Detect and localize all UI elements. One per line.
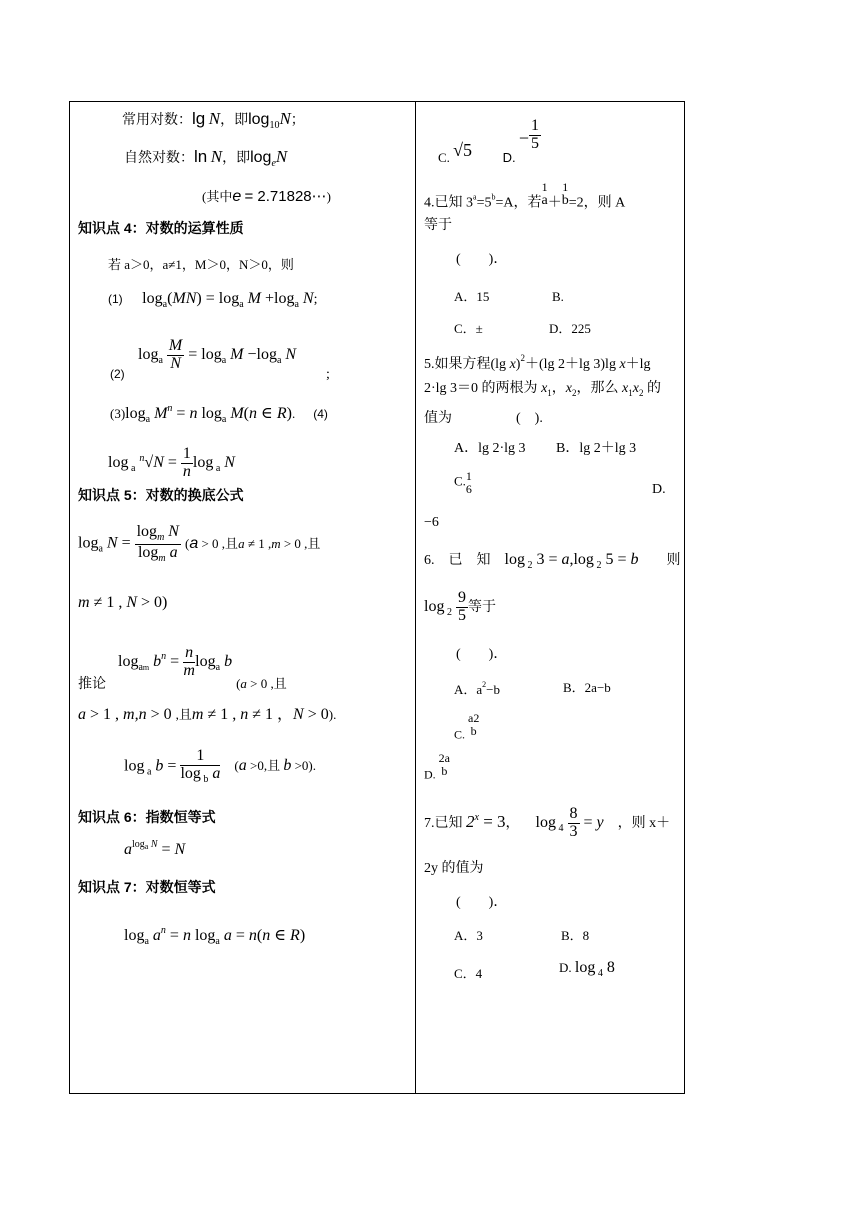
kp4-condition: 若 a＞0，a≠1，M＞0，N＞0，则 [108,257,294,272]
q4-option-d: D．225 [549,321,591,336]
column-divider [415,101,416,1094]
q6-text-line2: log $_2$ $\frac{9}{5}$ 等于 [424,589,496,624]
q7-option-d: D. log $_4$ 8 [559,959,615,979]
q5-option-b: B．lg 2＋lg 3 [556,441,637,456]
q6-option-a: A．$a^2-b$ [454,680,501,697]
prop4-formula: log $_a$ $^n$√N = $\frac{1}{n}$ log $_a$ N [108,445,235,480]
corollary-formula: 推论 $\log_{am} b^n$ = $\frac{n}{m}$ $\log_a b$ $_{(a > 0 ,且}$ [78,644,287,692]
q4-option-c: C．± [454,321,483,336]
kp5-title: 知识点 5：对数的换底公式 [78,487,244,503]
q5-option-d-part2: −6 [424,515,439,530]
q4-text-line1: 4.已知 $3^a=5^b=A$，若 1 a ＋ 1 b =2，则 A [424,180,626,211]
q7-paren: ( )． [456,895,508,910]
change-base-formula: $\log_a N$ = $\frac{\log_m N}{\log_m a}$ (a > 0 ,且a ≠ 1 ,m > 0 ,且 [78,523,321,564]
q7-text-line1: 7.已知 $2^x = 3$， log $_4$ $\frac{8}{3}$ = y ，则 x＋ [424,805,671,840]
prop1-formula: (1) $\log_a(MN) = \log_a M +\log_a$ N; [108,290,318,310]
kp7-formula: $\log_a a^n = n$ $\log_a a = n(n$ ∈ R) [124,925,306,947]
prop2-formula: (2) $\log_a$ $\frac{M}{N}$ = $\log_a M -\log_a$ N ; [110,337,330,382]
q5-text-line1: 5.如果方程(lg x)$^2$＋(lg 2＋lg 3)lg x＋lg [424,353,651,372]
q5-text-line3: 值为 ( ). [424,411,543,426]
prop3-formula: $(3)\log_a$ $M^n = n$ $\log_a M(n$ ∈ R). (4) [110,403,328,425]
kp4-title: 知识点 4：对数的运算性质 [78,220,244,236]
kp7-title: 知识点 7：对数恒等式 [78,879,216,895]
q6-paren: ( )． [456,647,508,662]
change-base-cond2: m ≠ 1 , N > 0) [78,594,168,611]
kp6-formula: $a^{log_a N} = N$ [124,839,186,858]
q4-text-line2: 等于 [424,218,452,233]
q5-option-a: A．lg 2·lg 3 [454,441,526,456]
kp6-title: 知识点 6：指数恒等式 [78,809,216,825]
q5-text-line2: 2·lg 3＝0 的两根为 $x_1$，$x_2$，那么 $x_1x_2$ 的 [424,381,661,398]
reciprocal-formula: log $_a$ b = $\frac{1}{\log _b a}$ (a >0,且 b >0). [124,747,316,785]
q4-option-a: A．15 [454,289,490,304]
q4-paren: ( )． [456,252,508,267]
common-log-line: 常用对数：lg N，即$\log_{10}N$； [122,109,305,131]
q7-text-line2: 2y 的值为 [424,861,484,876]
q7-option-b: B．8 [561,928,590,943]
q6-option-c: C. a2 b [454,711,480,742]
q7-option-a: A．3 [454,928,483,943]
q3-options: C. √5 D. − $\frac{1}{5}$ [438,117,539,166]
natural-log-line: 自然对数：ln N，即$\log_eN$ [124,147,288,169]
q5-option-c: C. 1 6 [454,469,472,496]
q6-text-line1: 6. 已 知 log $_2$ 3 = a,log $_2$ 5 = b 则 [424,551,681,571]
corollary-cond2: a > 1 , m,n > 0 ,且m ≠ 1 , n ≠ 1 ，N > 0). [78,706,337,723]
q6-option-b: B．2a−b [563,680,611,695]
q5-option-d-part1: D. [652,482,666,497]
q4-option-b: B. [552,289,564,304]
q7-option-c: C．4 [454,966,483,981]
q6-option-d: D. 2a b [424,751,450,782]
e-value-note: (其中e = 2.71828⋯) [202,188,331,205]
